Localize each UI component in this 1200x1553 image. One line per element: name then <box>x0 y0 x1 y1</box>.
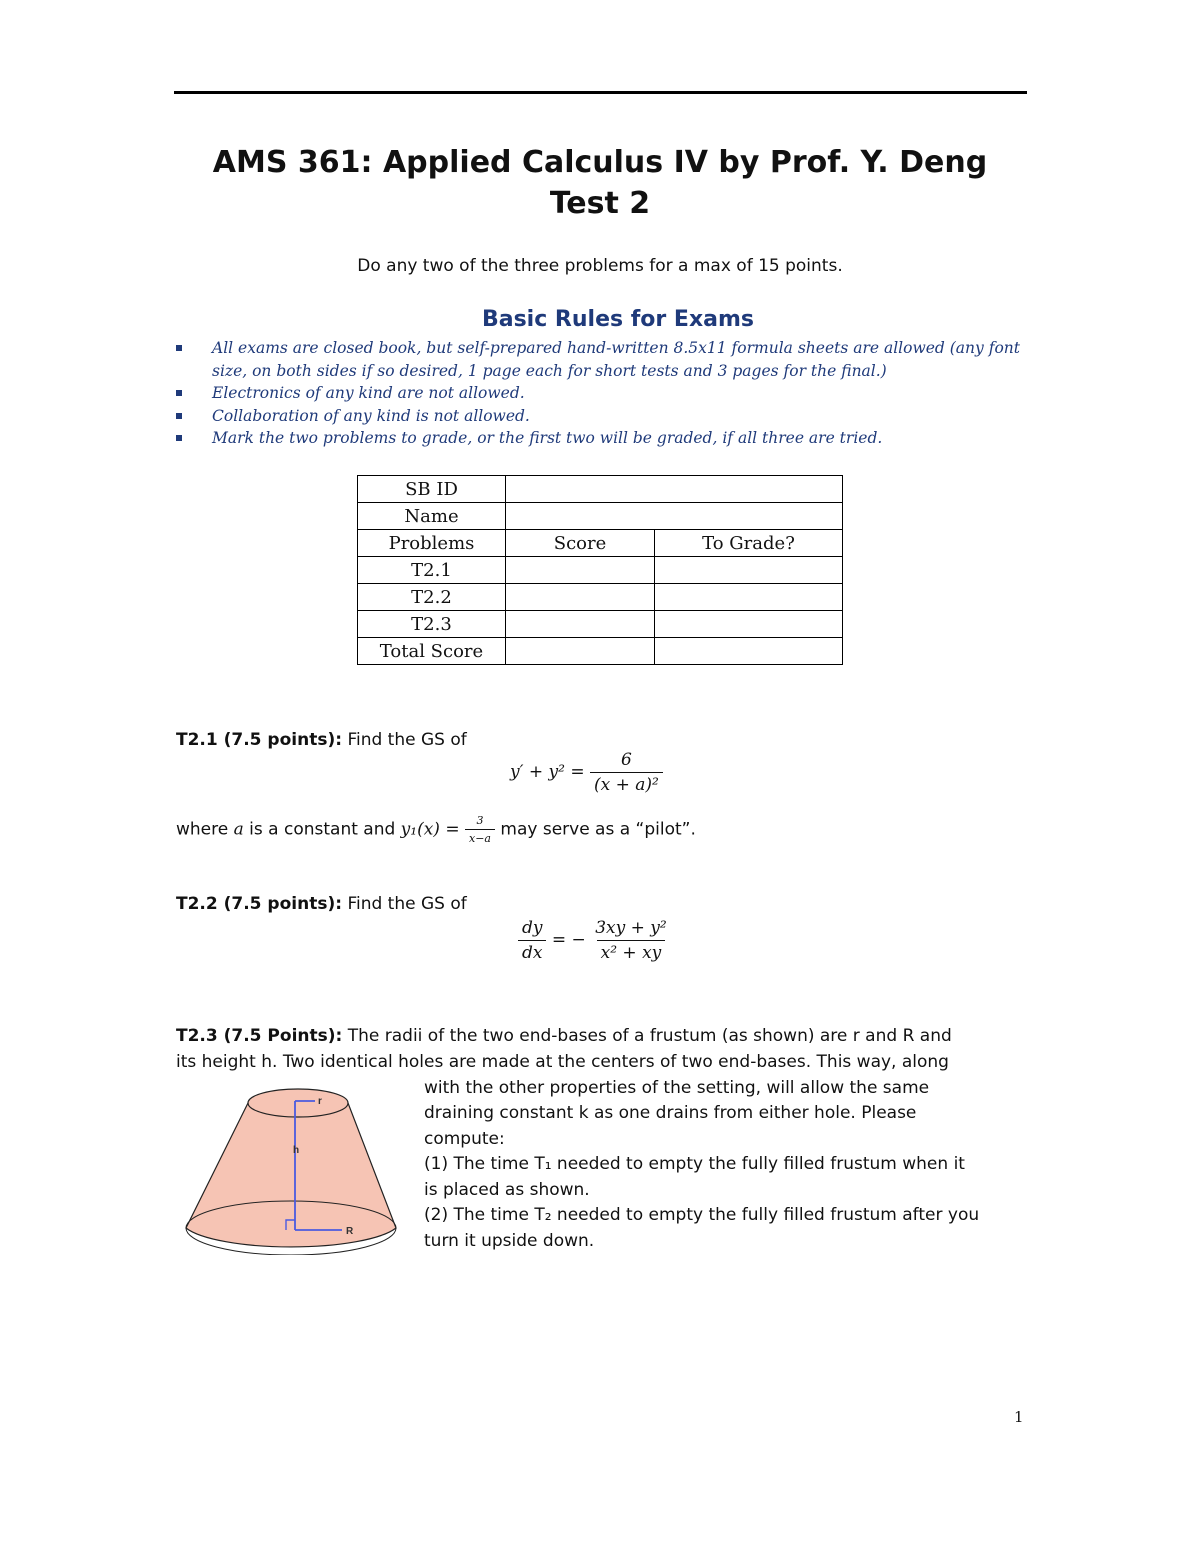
course-title: AMS 361: Applied Calculus IV by Prof. Y. Deng <box>212 145 988 180</box>
frustum-top-base <box>248 1089 348 1117</box>
problem-t23-line8: (2) The time T₂ needed to empty the fully filled frustum after you <box>424 1205 980 1225</box>
problem-t23-line6: (1) The time T₁ needed to empty the fully filled frustum when it <box>424 1154 965 1174</box>
total-score-label: Total Score <box>358 638 506 665</box>
equation-t22: $\frac{dy}{dx}$ = − $\frac{\text{3xy + y²}}{\text{x² + xy}}$ <box>518 918 671 963</box>
problem-t21-note: where a is a constant and y₁(x) = $\frac{3}{x-a}$ may serve as a “pilot”. <box>176 814 696 845</box>
problem-t23-line2: its height h. Two identical holes are made at the centers of two end-bases. This way, along <box>176 1052 949 1072</box>
table-row <box>358 611 843 638</box>
problem-t23-line7: is placed as shown. <box>424 1180 590 1200</box>
page-number: 1 <box>1014 1408 1024 1426</box>
score-cell[interactable] <box>506 611 655 638</box>
test-title: Test 2 <box>549 186 651 221</box>
bullet-icon <box>176 390 182 396</box>
header-to-grade: To Grade? <box>655 530 843 557</box>
label-r: r <box>318 1096 322 1107</box>
bullet-icon <box>176 413 182 419</box>
to-grade-cell[interactable] <box>655 611 843 638</box>
header-problems: Problems <box>358 530 506 557</box>
label-R: R <box>346 1226 354 1237</box>
table-row <box>358 584 843 611</box>
sbid-field[interactable] <box>506 476 843 503</box>
problem-t23-line3: with the other properties of the setting, will allow the same <box>424 1078 930 1098</box>
grade-table <box>357 475 843 665</box>
problem-t23-line4: draining constant k as one drains from either hole. Please <box>424 1103 917 1123</box>
problem-t23-line5: compute: <box>424 1129 505 1149</box>
table-row <box>358 476 843 503</box>
rules-list <box>176 337 1036 450</box>
table-row <box>358 557 843 584</box>
problem-t23-line1: T2.3 (7.5 Points): The radii of the two end-bases of a frustum (as shown) are r and R and <box>176 1026 952 1046</box>
table-row <box>358 503 843 530</box>
row-label-t23: T2.3 <box>358 611 506 638</box>
bullet-icon <box>176 435 182 441</box>
problem-t22-heading: T2.2 (7.5 points): Find the GS of <box>176 894 467 914</box>
top-rule <box>174 91 1027 94</box>
sbid-label: SB ID <box>358 476 506 503</box>
name-label: Name <box>358 503 506 530</box>
score-cell[interactable] <box>506 584 655 611</box>
rule-item: Collaboration of any kind is not allowed. <box>176 405 1036 428</box>
equation-t21: y′ + y² = $\frac{6}{\text{(x + a)²}}$ <box>510 750 663 795</box>
score-cell[interactable] <box>506 557 655 584</box>
table-row <box>358 638 843 665</box>
bullet-icon <box>176 345 182 351</box>
label-h: h <box>293 1145 300 1156</box>
rule-item: All exams are closed book, but self-prepared hand-written 8.5x11 formula sheets are allowed (any font size, on both sides if so desired, 1 page each for short tests and 3 pages for the final.) <box>176 337 1036 382</box>
rule-item: Mark the two problems to grade, or the first two will be graded, if all three are tried. <box>176 427 1036 450</box>
frustum-figure <box>176 1083 406 1255</box>
name-field[interactable] <box>506 503 843 530</box>
rules-heading: Basic Rules for Exams <box>481 307 755 332</box>
rule-item: Electronics of any kind are not allowed. <box>176 382 1036 405</box>
to-grade-cell[interactable] <box>655 584 843 611</box>
frustum-body <box>186 1103 396 1247</box>
table-header-row <box>358 530 843 557</box>
total-score-cell[interactable] <box>506 638 655 665</box>
problem-t21-heading: T2.1 (7.5 points): Find the GS of <box>176 730 467 750</box>
to-grade-cell[interactable] <box>655 557 843 584</box>
total-to-grade-cell[interactable] <box>655 638 843 665</box>
problem-t23-line9: turn it upside down. <box>424 1231 595 1251</box>
row-label-t21: T2.1 <box>358 557 506 584</box>
instructions: Do any two of the three problems for a max of 15 points. <box>357 256 843 276</box>
row-label-t22: T2.2 <box>358 584 506 611</box>
header-score: Score <box>506 530 655 557</box>
